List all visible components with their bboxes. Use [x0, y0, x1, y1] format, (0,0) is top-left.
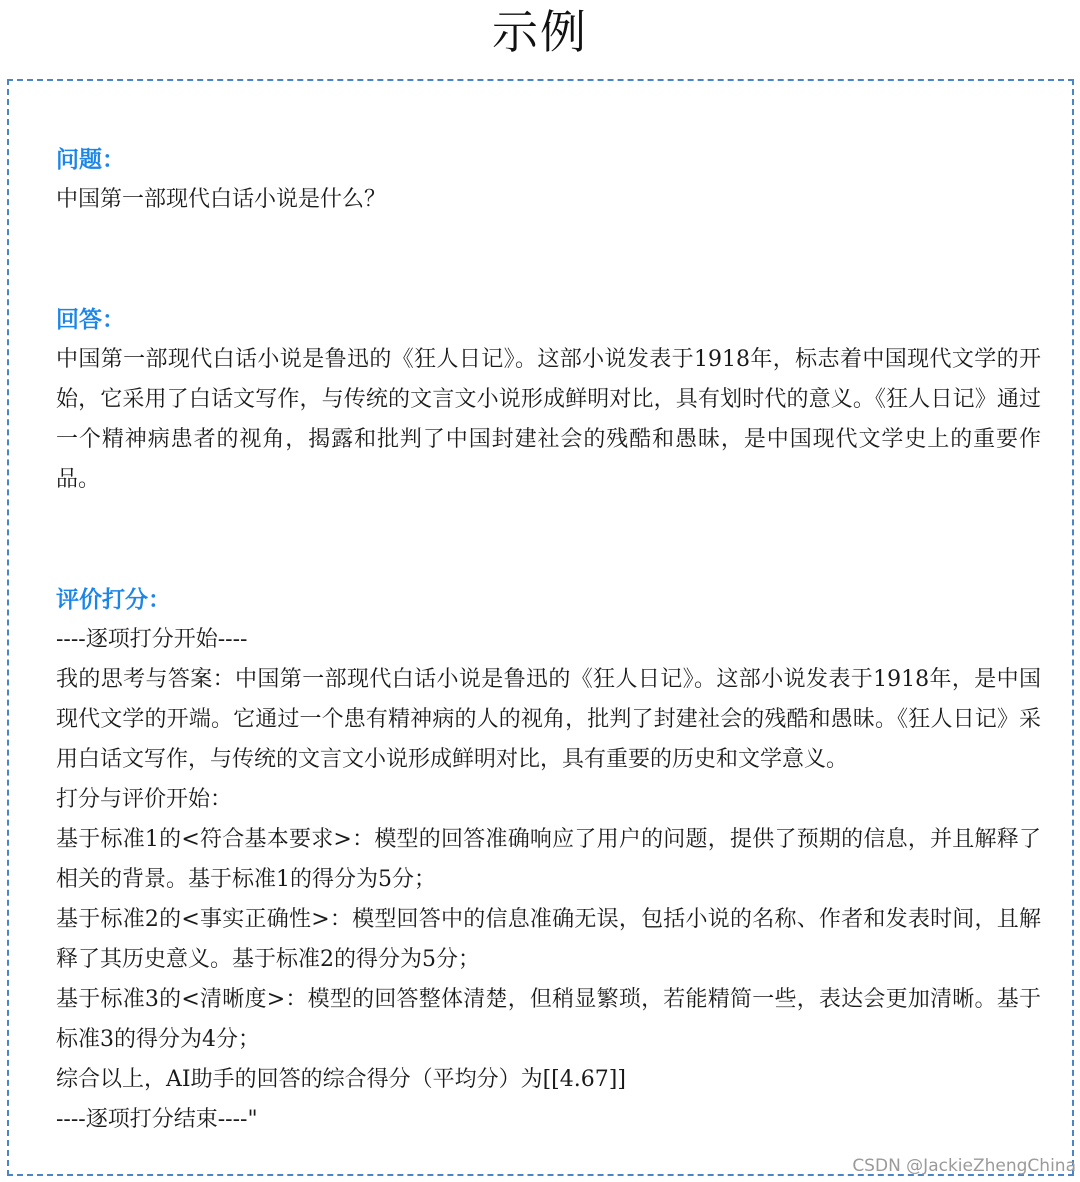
answer-text: 中国第一部现代白话小说是鲁迅的《狂人日记》。这部小说发表于1918年，标志着中国现代文学的开始，它采用了白话文写作，与传统的文言文小说形成鲜明对比，具有划时代的意义。《狂人日记》通过一个精神病患者的视角，揭露和批判了中国封建社会的残酷和愚昧，是中国现代文学史上的重要作品。 [56, 347, 1041, 492]
question-section [56, 140, 1041, 220]
criterion-3: 基于标准3的<清晰度>：模型的回答整体清楚，但稍显繁琐，若能精简一些，表达会更加清晰。基于标准3的得分为4分； [56, 987, 1041, 1052]
evaluation-heading: 评价打分： [56, 587, 171, 613]
evaluation-start-marker: ----逐项打分开始---- [56, 627, 248, 652]
evaluation-end-marker: ----逐项打分结束----" [56, 1107, 258, 1132]
watermark: CSDN @JackieZhengChina [852, 1156, 1076, 1176]
question-text: 中国第一部现代白话小说是什么？ [56, 187, 387, 212]
example-content [56, 140, 1041, 1140]
answer-section [56, 300, 1041, 500]
criterion-2: 基于标准2的<事实正确性>：模型回答中的信息准确无误，包括小说的名称、作者和发表时间，且解释了其历史意义。基于标准2的得分为5分； [56, 907, 1041, 972]
answer-heading: 回答： [56, 307, 125, 333]
criterion-1: 基于标准1的<符合基本要求>：模型的回答准确响应了用户的问题，提供了预期的信息，并且解释了相关的背景。基于标准1的得分为5分； [56, 827, 1041, 892]
scoring-start: 打分与评价开始： [56, 787, 233, 812]
overall-score: 综合以上，AI助手的回答的综合得分（平均分）为[[4.67]] [56, 1067, 626, 1092]
reference-answer: 我的思考与答案：中国第一部现代白话小说是鲁迅的《狂人日记》。这部小说发表于1918年，是中国现代文学的开端。它通过一个患有精神病的人的视角，批判了封建社会的残酷和愚昧。《狂人日记》采用白话文写作，与传统的文言文小说形成鲜明对比，具有重要的历史和文学意义。 [56, 667, 1041, 772]
evaluation-section [56, 580, 1041, 1140]
question-heading: 问题： [56, 147, 125, 173]
page-title: 示例 [492, 5, 588, 59]
